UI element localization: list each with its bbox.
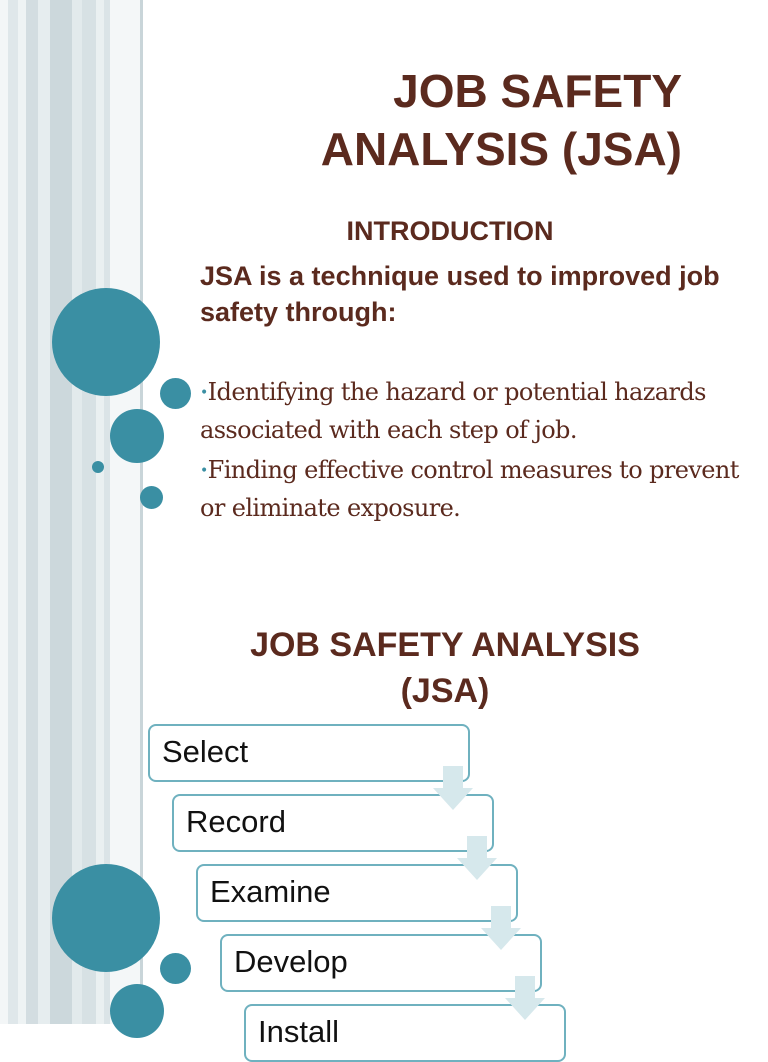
decorative-circle-small — [140, 486, 163, 509]
down-arrow-icon — [505, 976, 545, 1020]
intro-text: JSA is a technique used to improved job safety through: — [200, 261, 720, 327]
flow-title — [200, 622, 690, 714]
decorative-circle-medium — [110, 409, 164, 463]
step-box-select — [148, 724, 470, 782]
decorative-circle-large — [52, 288, 160, 396]
decorative-circle-small — [160, 378, 191, 409]
slide-title-line2: ANALYSIS (JSA) — [320, 123, 682, 175]
bullet-list — [200, 374, 740, 530]
bullet-text: Identifying the hazard or potential hazards associated with each step of job. — [200, 378, 706, 444]
flow-title-line2: (JSA) — [400, 672, 490, 710]
bullet-marker: • — [200, 463, 208, 479]
intro-heading: INTRODUCTION — [346, 216, 554, 246]
flow-title-line1: JOB SAFETY ANALYSIS — [250, 626, 640, 664]
step-label: Install — [258, 1014, 339, 1049]
bullet-marker: • — [200, 385, 208, 401]
slide-title-line1: JOB SAFETY — [393, 65, 682, 117]
down-arrow-icon — [457, 836, 497, 880]
step-label: Record — [186, 804, 286, 839]
decorative-circle-medium — [110, 984, 164, 1038]
step-label: Select — [162, 734, 249, 769]
list-item — [200, 452, 740, 527]
slide-title — [321, 62, 682, 178]
decorative-circle-small — [160, 953, 191, 984]
down-arrow-icon — [433, 766, 473, 810]
step-label: Examine — [210, 874, 331, 909]
decorative-circle-large — [52, 864, 160, 972]
list-item — [200, 374, 740, 449]
step-label: Develop — [234, 944, 348, 979]
decorative-circle-tiny — [92, 461, 104, 473]
bullet-text: Finding effective control measures to prevent or eliminate exposure. — [200, 456, 739, 522]
down-arrow-icon — [481, 906, 521, 950]
